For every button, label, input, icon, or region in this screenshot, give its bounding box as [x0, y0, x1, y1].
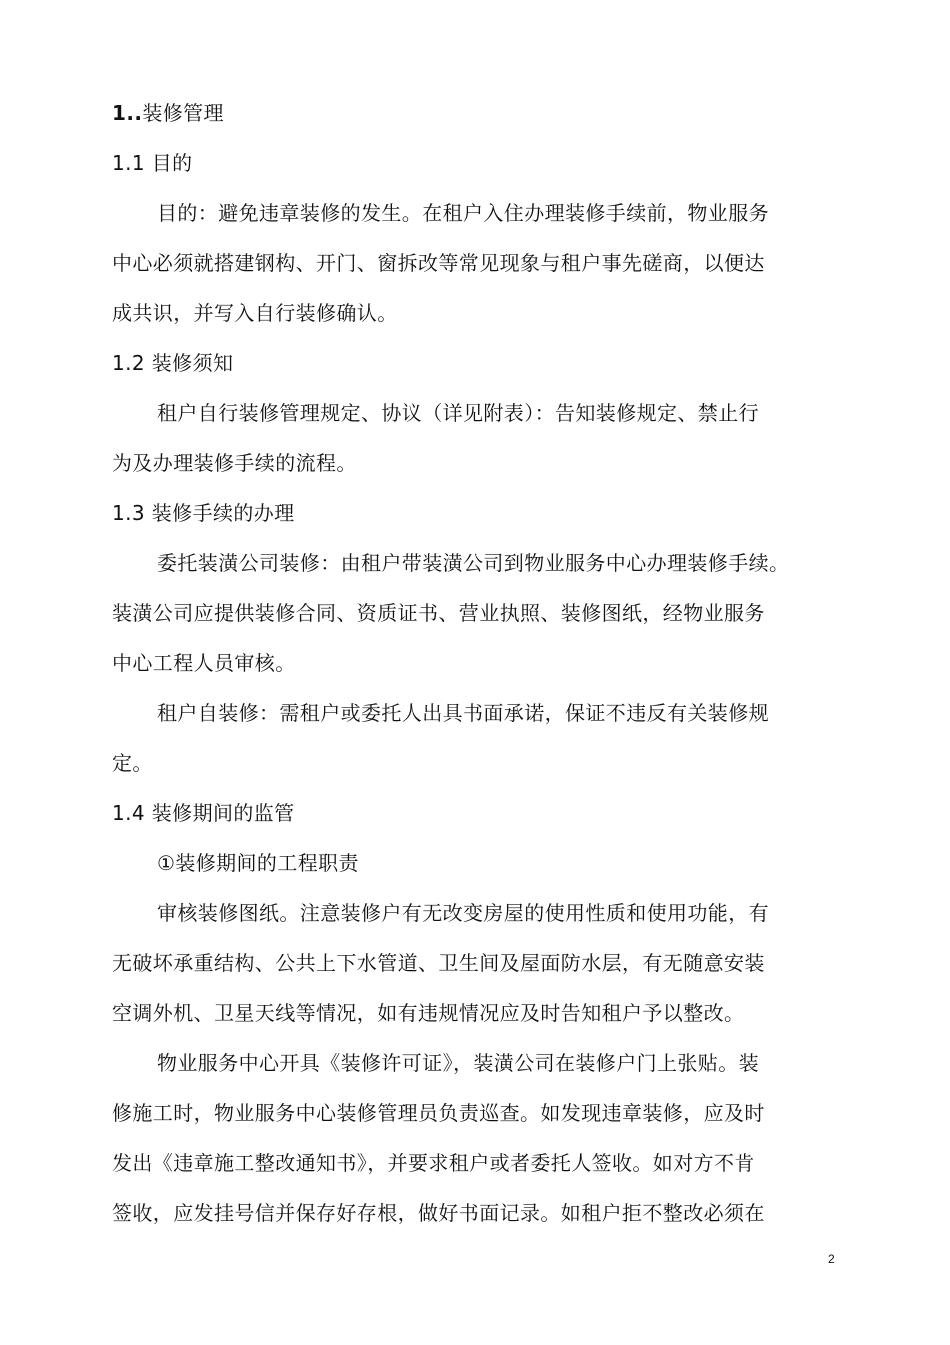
subsection-heading-1-1: 1.1 目的	[112, 151, 193, 175]
paragraph-line: 装潢公司应提供装修合同、资质证书、营业执照、装修图纸，经物业服务	[112, 601, 765, 625]
page-number: 2	[828, 1252, 835, 1266]
paragraph-line: 委托装潢公司装修：由租户带装潢公司到物业服务中心办理装修手续。	[157, 551, 790, 575]
paragraph-line: 物业服务中心开具《装修许可证》，装潢公司在装修户门上张贴。装	[157, 1051, 759, 1075]
paragraph-line: 无破坏承重结构、公共上下水管道、卫生间及屋面防水层，有无随意安装	[112, 951, 765, 975]
paragraph-line: 签收，应发挂号信并保存好存根，做好书面记录。如租户拒不整改必须在	[112, 1201, 765, 1225]
paragraph-line: 成共识，并写入自行装修确认。	[112, 301, 398, 325]
paragraph-line: 租户自装修：需租户或委托人出具书面承诺，保证不违反有关装修规	[157, 701, 769, 725]
section-title: 装修管理	[142, 101, 224, 125]
section-heading-1	[112, 101, 224, 125]
paragraph-line: 审核装修图纸。注意装修户有无改变房屋的使用性质和使用功能，有	[157, 901, 769, 925]
subsection-heading-1-4: 1.4 装修期间的监管	[112, 801, 295, 825]
paragraph-line: 为及办理装修手续的流程。	[112, 451, 357, 475]
paragraph-line: 目的：避免违章装修的发生。在租户入住办理装修手续前，物业服务	[157, 201, 769, 225]
paragraph-line: 定。	[112, 751, 153, 775]
paragraph-line: 租户自行装修管理规定、协议（详见附表）：告知装修规定、禁止行	[157, 401, 759, 425]
subsection-heading-1-3: 1.3 装修手续的办理	[112, 501, 295, 525]
paragraph-line: 修施工时，物业服务中心装修管理员负责巡查。如发现违章装修，应及时	[112, 1101, 765, 1125]
paragraph-line: 中心必须就搭建钢构、开门、窗拆改等常见现象与租户事先磋商，以便达	[112, 251, 765, 275]
list-item-heading: ①装修期间的工程职责	[157, 851, 359, 875]
paragraph-line: 发出《违章施工整改通知书》，并要求租户或者委托人签收。如对方不肯	[112, 1151, 755, 1175]
subsection-heading-1-2: 1.2 装修须知	[112, 351, 234, 375]
paragraph-line: 中心工程人员审核。	[112, 651, 296, 675]
paragraph-line: 空调外机、卫星天线等情况，如有违规情况应及时告知租户予以整改。	[112, 1001, 745, 1025]
section-number: 1..	[112, 101, 143, 125]
